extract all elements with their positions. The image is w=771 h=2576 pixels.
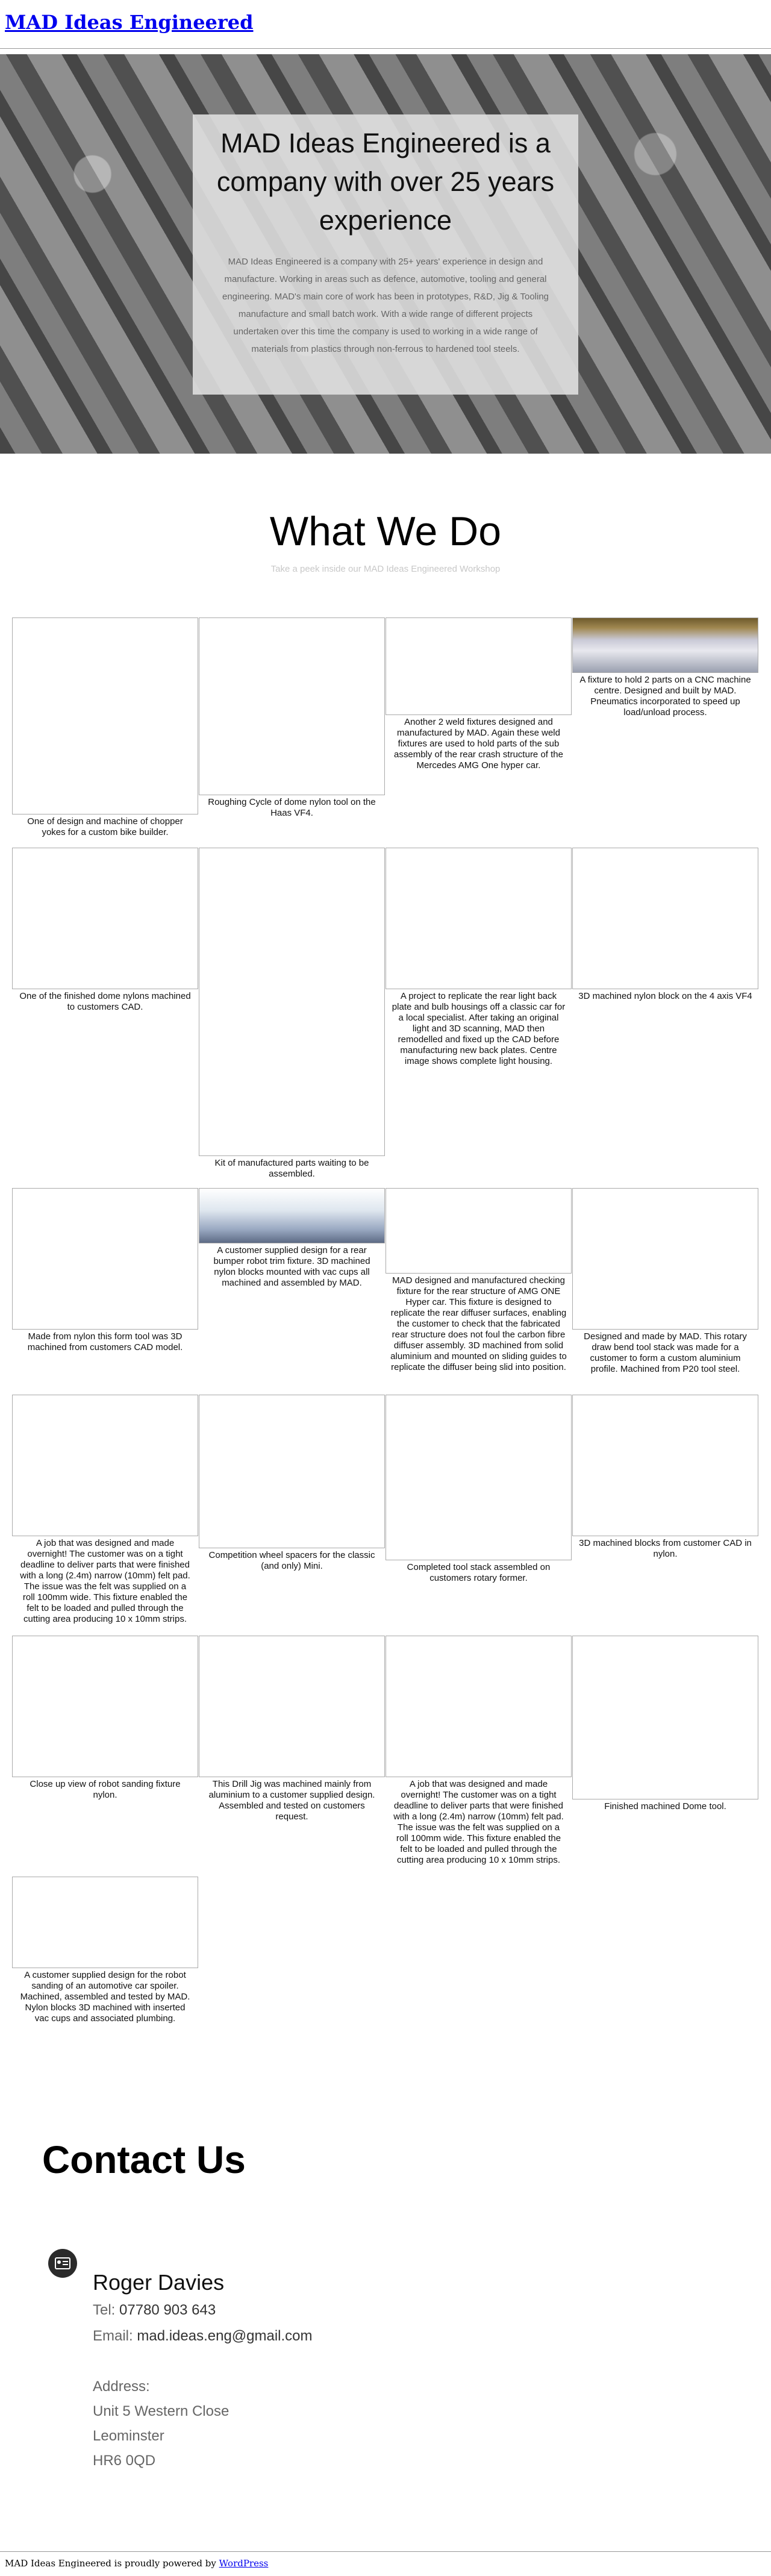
gallery-caption: One of design and machine of chopper yokes for a custom bike builder. — [27, 816, 183, 837]
gallery-caption: This Drill Jig was machined mainly from aluminium to a customer supplied design. Assembled and tested on customers request. — [208, 1779, 375, 1822]
gallery-caption: A job that was designed and made overnight! The customer was on a tight deadline to deliver parts that were finished with a long (2.4m) narrow (10mm) felt pad. The issue was the felt was supplied on a roll 100mm wide. This fixture enabled the felt to be loaded and pulled through the cutting area producing 10 x 10mm strips. — [20, 1538, 190, 1624]
gallery-image[interactable] — [572, 848, 758, 989]
address-line: Leominster — [93, 2428, 164, 2444]
gallery-item[interactable] — [572, 1188, 758, 1375]
contact-name: Roger Davies — [93, 2270, 225, 2295]
gallery-image[interactable] — [12, 1188, 198, 1330]
gallery-item[interactable] — [199, 617, 385, 819]
gallery-caption: Completed tool stack assembled on customers rotary former. — [407, 1562, 551, 1583]
gallery-image[interactable] — [572, 617, 758, 673]
gallery-caption: Kit of manufactured parts waiting to be assembled. — [214, 1158, 369, 1179]
gallery-caption: Another 2 weld fixtures designed and manufactured by MAD. Again these weld fixtures are used to hold parts of the sub assembly of the rear crash structure of the Mercedes AMG One hyper car. — [394, 717, 563, 771]
tel-value[interactable]: 07780 903 643 — [119, 2302, 216, 2318]
hero-banner — [0, 54, 771, 454]
gallery-caption: Competition wheel spacers for the classic (and only) Mini. — [208, 1550, 375, 1571]
site-header — [0, 0, 771, 49]
gallery-item[interactable] — [572, 1636, 758, 1812]
gallery-item[interactable] — [12, 1395, 198, 1625]
hero-title: MAD Ideas Engineered is a company with over 25 years experience — [216, 128, 555, 236]
gallery-image[interactable] — [199, 1636, 385, 1777]
gallery-caption: 3D machined nylon block on the 4 axis VF4 — [578, 991, 752, 1001]
gallery-item[interactable] — [12, 617, 198, 838]
hero-description: MAD Ideas Engineered is a company with 25+ years' experience in design and manufacture. Working in areas such as defence, automotive, tooling and general engineering. MAD's main core of work has been in prototypes, R&D, Jig & Tooling manufacture and small batch work. With a wide range of different projects undertaken over this time the company is used to working in a wide range of materials from plastics through non-ferrous to hardened tool steels. — [222, 257, 549, 354]
contact-card-icon — [48, 2249, 77, 2278]
gallery-item[interactable] — [572, 1395, 758, 1560]
what-we-do-title: What We Do — [269, 508, 502, 554]
gallery-image[interactable] — [386, 1188, 572, 1274]
gallery-caption: 3D machined blocks from customer CAD in nylon. — [579, 1538, 752, 1559]
email-value[interactable]: mad.ideas.eng@gmail.com — [137, 2328, 313, 2344]
gallery-caption: A fixture to hold 2 parts on a CNC machine centre. Designed and built by MAD. Pneumatics incorporated to speed up load/unload process. — [579, 675, 751, 717]
gallery-caption: A project to replicate the rear light back plate and bulb housings off a classic car for a local specialist. After taking an original light and 3D scanning, MAD then remodelled and fixed up the CAD before manufacturing new back plates. Centre image shows complete light housing. — [392, 991, 566, 1066]
gallery-image[interactable] — [199, 1395, 385, 1548]
gallery-item[interactable] — [199, 848, 385, 1180]
gallery-caption: Roughing Cycle of dome nylon tool on the Haas VF4. — [208, 797, 376, 818]
gallery-item[interactable] — [572, 848, 758, 1002]
gallery-image[interactable] — [199, 1188, 385, 1243]
contact-tel — [93, 2302, 216, 2319]
address-line: Unit 5 Western Close — [93, 2403, 229, 2419]
site-footer — [5, 2558, 268, 2569]
footer-text: MAD Ideas Engineered is proudly powered by — [5, 2558, 216, 2569]
gallery-item[interactable] — [386, 1395, 572, 1584]
gallery-image[interactable] — [199, 617, 385, 795]
gallery-caption: Close up view of robot sanding fixture nylon. — [30, 1779, 181, 1800]
gallery-caption: A customer supplied design for the robot sanding of an automotive car spoiler. Machined, assembled and tested by MAD. Nylon blocks 3D machined with inserted vac cups and associated plumbing. — [20, 1970, 190, 2024]
wordpress-link[interactable]: WordPress — [219, 2558, 269, 2569]
gallery-caption: MAD designed and manufactured checking fixture for the rear structure of AMG ONE Hyper car. This fixture is designed to replicate the rear diffuser surfaces, enabling the customer to check that the fabricated rear structure does not foul the carbon fibre diffuser assembly. 3D machined from solid aluminium and mounted on sliding guides to replicate the diffuser being slid into position. — [390, 1275, 567, 1372]
gallery-image[interactable] — [386, 617, 572, 715]
gallery-image[interactable] — [572, 1395, 758, 1536]
email-label: Email: — [93, 2328, 133, 2344]
gallery-caption: One of the finished dome nylons machined to customers CAD. — [19, 991, 191, 1012]
gallery-image[interactable] — [12, 848, 198, 989]
gallery-caption: Finished machined Dome tool. — [604, 1801, 726, 1812]
tel-label: Tel: — [93, 2302, 116, 2318]
gallery-image[interactable] — [386, 1636, 572, 1777]
gallery-item[interactable] — [386, 617, 572, 771]
address-line: HR6 0QD — [93, 2453, 156, 2469]
gallery-caption: A customer supplied design for a rear bumper robot trim fixture. 3D machined nylon blocks mounted with vac cups all machined and assembled by MAD. — [213, 1245, 370, 1288]
gallery-image[interactable] — [199, 848, 385, 1156]
gallery-item[interactable] — [199, 1395, 385, 1572]
gallery-item[interactable] — [386, 848, 572, 1067]
site-title-link[interactable]: MAD Ideas Engineered — [5, 11, 254, 34]
contact-email — [93, 2328, 313, 2345]
gallery-image[interactable] — [12, 1395, 198, 1536]
gallery-image[interactable] — [386, 848, 572, 989]
gallery-caption: A job that was designed and made overnight! The customer was on a tight deadline to deliver parts that were finished with a long (2.4m) narrow (10mm) felt pad. The issue was the felt was supplied on a roll 100mm wide. This fixture enabled the felt to be loaded and pulled through the cutting area producing 10 x 10mm strips. — [393, 1779, 564, 1865]
gallery-item[interactable] — [12, 848, 198, 1013]
gallery-image[interactable] — [572, 1188, 758, 1330]
gallery-image[interactable] — [572, 1636, 758, 1799]
contact-title: Contact Us — [42, 2138, 246, 2181]
gallery-item[interactable] — [12, 1188, 198, 1353]
gallery-caption: Made from nylon this form tool was 3D machined from customers CAD model. — [27, 1331, 183, 1352]
address-label: Address: — [93, 2378, 150, 2395]
what-we-do-subtitle: Take a peek inside our MAD Ideas Engineered Workshop — [270, 564, 501, 574]
gallery-item[interactable] — [386, 1636, 572, 1866]
gallery-item[interactable] — [572, 617, 758, 718]
hero-text-box — [193, 114, 578, 395]
gallery-item[interactable] — [199, 1188, 385, 1289]
gallery-image[interactable] — [12, 1636, 198, 1777]
gallery-image[interactable] — [12, 617, 198, 814]
gallery-item[interactable] — [12, 1877, 198, 2024]
gallery-image[interactable] — [386, 1395, 572, 1560]
gallery-caption: Designed and made by MAD. This rotary draw bend tool stack was made for a customer to form a custom aluminium profile. Machined from P20 tool steel. — [584, 1331, 747, 1374]
gallery-item[interactable] — [199, 1636, 385, 1822]
gallery-image[interactable] — [12, 1877, 198, 1968]
gallery-item[interactable] — [386, 1188, 572, 1373]
site-footer-divider — [0, 2551, 771, 2552]
gallery-item[interactable] — [12, 1636, 198, 1801]
